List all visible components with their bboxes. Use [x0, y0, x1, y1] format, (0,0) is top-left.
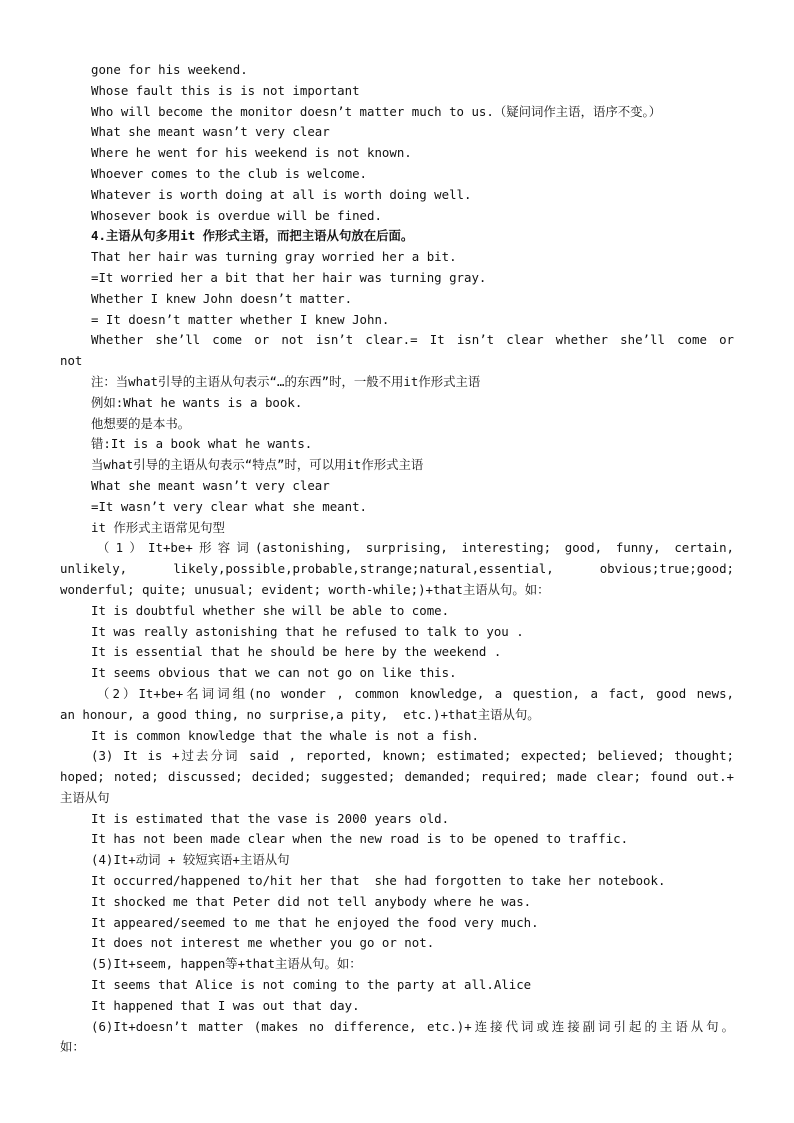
text-line: 主语从句: [60, 789, 110, 805]
text-line: What she meant wasn’t very clear: [91, 124, 330, 140]
text-line: What she meant wasn’t very clear: [91, 477, 330, 493]
text-line: It occurred/happened to/hit her that she had forgotten to take her notebook.: [91, 873, 666, 889]
text-line: It does not interest me whether you go or not.: [91, 935, 435, 951]
text-line: wonderful; quite; unusual; evident; worth-while;)+that主语从句。如：: [60, 581, 550, 597]
text-line: It is estimated that the vase is 2000 years old.: [91, 810, 450, 826]
text-line: It has not been made clear when the new road is to be opened to traffic.: [91, 831, 629, 847]
text-line: hoped; noted; discussed; decided; suggested; demanded; required; made clear; found out.+: [60, 769, 734, 785]
pattern-heading: （2）It+be+名词词组(no wonder , common knowledge, a question, a fact, good news,: [97, 685, 734, 701]
text-line: It is common knowledge that the whale is not a fish.: [91, 727, 479, 743]
text-line: It shocked me that Peter did not tell anybody where he was.: [91, 893, 532, 909]
text-line: gone for his weekend.: [91, 62, 248, 77]
text-line: It was really astonishing that he refused to talk to you .: [91, 623, 524, 639]
note-line: 当what引导的主语从句表示“特点”时，可以用it作形式主语: [91, 457, 424, 473]
section-heading: 4.主语从句多用it 作形式主语，而把主语从句放在后面。: [91, 228, 414, 244]
pattern-heading: (6)It+doesn’t matter (makes no difference, etc.)+连接代词或连接副词引起的主语从句。: [91, 1018, 734, 1034]
pattern-heading: (4)It+动词 + 较短宾语+主语从句: [91, 852, 290, 868]
example-line: 例如:What he wants is a book.: [91, 394, 303, 410]
subheading: it 作形式主语常见句型: [91, 519, 225, 535]
text-line: It happened that I was out that day.: [91, 997, 360, 1013]
text-line: It is essential that he should be here by the weekend .: [91, 644, 502, 660]
text-line: Whatever is worth doing at all is worth doing well.: [91, 186, 472, 202]
note-line: 注：当what引导的主语从句表示“…的东西”时，一般不用it作形式主语: [91, 373, 481, 389]
text-line: not: [60, 353, 83, 369]
text-line: Whose fault this is is not important: [91, 82, 360, 98]
text-line: That her hair was turning gray worried her a bit.: [91, 249, 457, 265]
text-line: Whosever book is overdue will be fined.: [91, 207, 382, 223]
text-line: =It worried her a bit that her hair was turning gray.: [91, 269, 487, 285]
pattern-heading: (5)It+seem, happen等+that主语从句。如：: [91, 956, 362, 972]
text-line: It is doubtful whether she will be able to come.: [91, 602, 450, 618]
text-line: an honour, a good thing, no surprise,a pity, etc.)+that主语从句。: [60, 706, 540, 722]
text-line: It appeared/seemed to me that he enjoyed the food very much.: [91, 914, 539, 930]
text-line: Whoever comes to the club is welcome.: [91, 165, 368, 181]
text-line: 如：: [60, 1039, 85, 1055]
text-line: 他想要的是本书。: [91, 415, 191, 431]
error-example-line: 错:It is a book what he wants.: [91, 436, 313, 452]
text-line: unlikely, likely,possible,probable,strange;natural,essential, obvious;true;good;: [60, 561, 734, 577]
text-line: Whether she’ll come or not isn’t clear.= It isn’t clear whether she’ll come or: [91, 332, 734, 348]
text-line: =It wasn’t very clear what she meant.: [91, 498, 368, 514]
text-line: It seems that Alice is not coming to the party at all.Alice: [91, 977, 532, 993]
text-line: Whether I knew John doesn’t matter.: [91, 290, 353, 306]
text-line: Where he went for his weekend is not known.: [91, 145, 412, 161]
text-line: Who will become the monitor doesn’t matter much to us.（疑问词作主语，语序不变。）: [91, 103, 662, 119]
text-line: It seems obvious that we can not go on like this.: [91, 665, 457, 681]
document-page: [60, 60, 734, 1058]
pattern-heading: （1）It+be+形容词(astonishing, surprising, interesting; good, funny, certain,: [97, 540, 734, 556]
pattern-heading: (3) It is +过去分词 said , reported, known; estimated; expected; believed; thought;: [91, 748, 734, 764]
text-line: = It doesn’t matter whether I knew John.: [91, 311, 390, 327]
